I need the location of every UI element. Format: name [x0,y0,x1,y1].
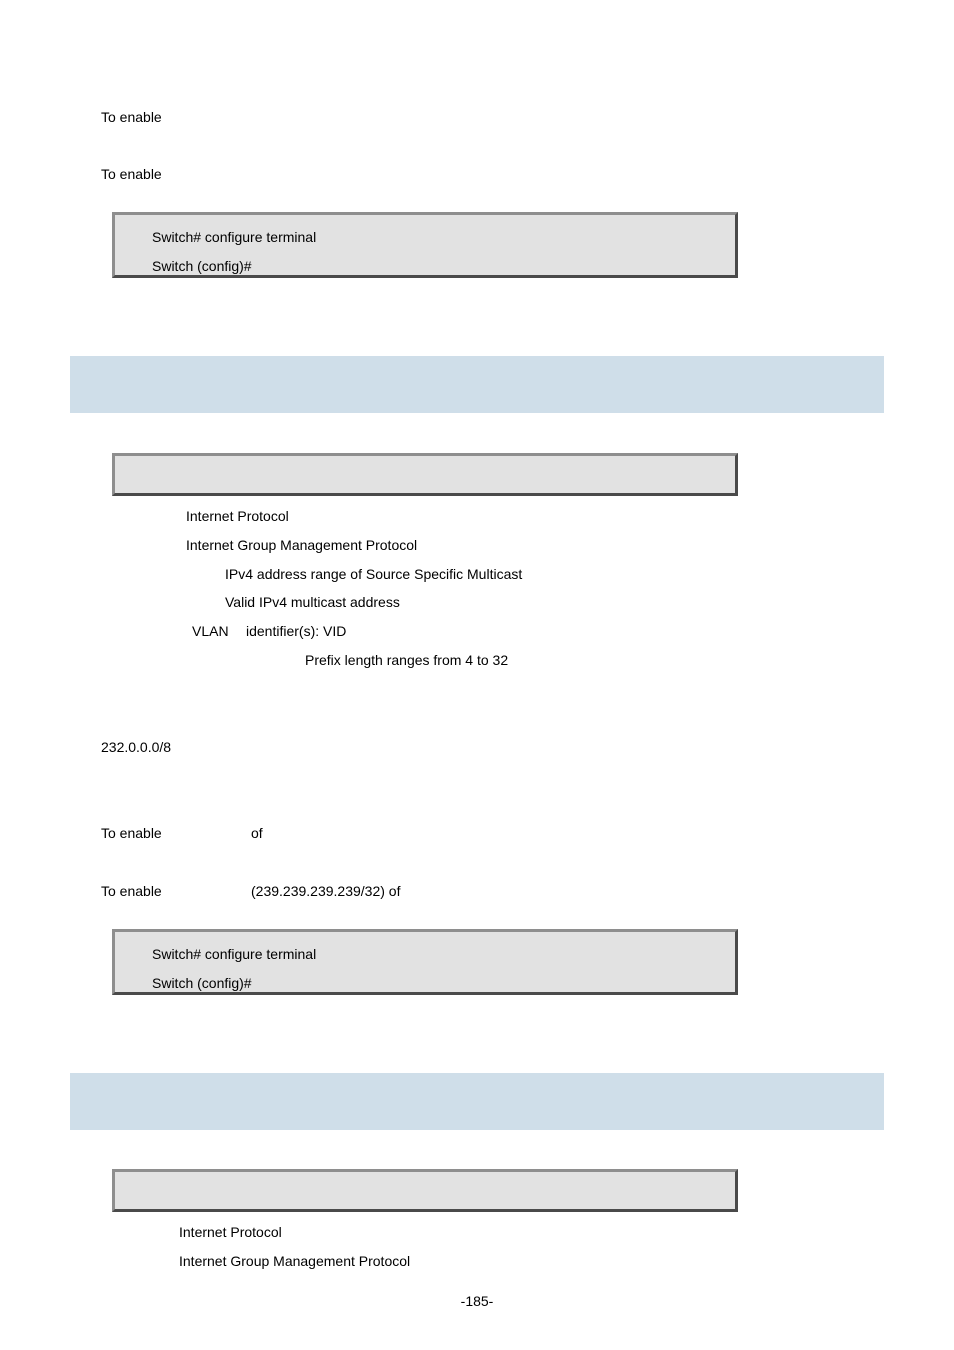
command-line: Switch# configure terminal [152,946,317,962]
parameter-description: Internet Protocol [179,1224,282,1240]
command-example-box [112,212,738,278]
command-line: Switch (config)# [152,975,252,991]
example-text-fragment: of [251,825,263,841]
default-value: 232.0.0.0/8 [101,739,172,755]
parameter-description: Internet Protocol [186,508,289,524]
parameter-description: Internet Group Management Protocol [186,537,418,553]
parameter-description: identifier(s): VID [246,623,347,639]
example-text-line: To enable [101,109,162,125]
example-text-line: To enable [101,166,162,182]
parameter-description: Prefix length ranges from 4 to 32 [305,652,509,668]
command-syntax-box [112,1169,738,1212]
section-heading-band [70,356,884,413]
command-example-box [112,929,738,995]
parameter-description: Internet Group Management Protocol [179,1253,411,1269]
parameter-description: IPv4 address range of Source Specific Multicast [225,566,523,582]
example-text-line: To enable [101,883,162,899]
section-heading-band [70,1073,884,1130]
command-line: Switch (config)# [152,258,252,274]
parameter-description: Valid IPv4 multicast address [225,594,400,610]
command-syntax-box [112,453,738,496]
example-text-fragment: (239.239.239.239/32) of [251,883,401,899]
example-text-line: To enable [101,825,162,841]
parameter-name: VLAN [192,623,229,639]
page-number: -185- [460,1293,494,1309]
command-line: Switch# configure terminal [152,229,317,245]
